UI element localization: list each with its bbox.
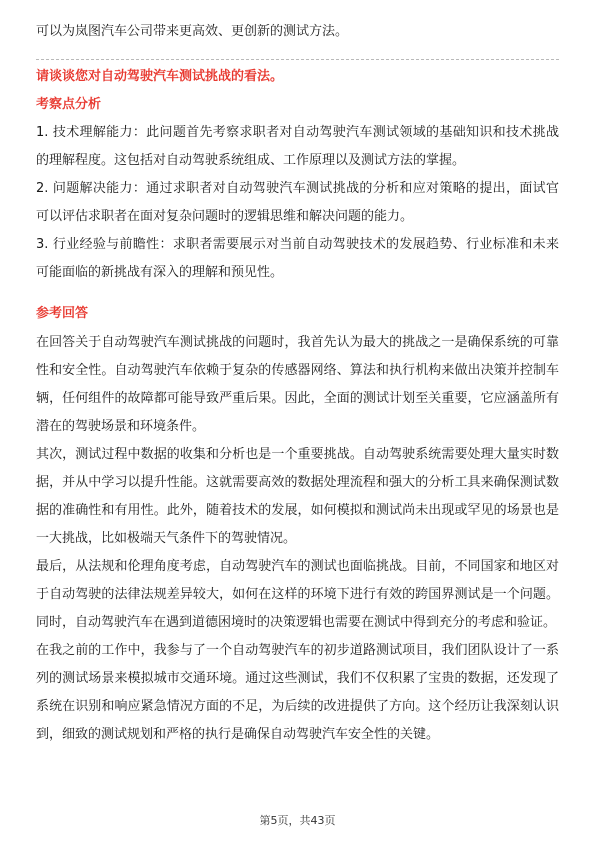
answer-body	[36, 329, 559, 749]
answer-paragraph: 在回答关于自动驾驶汽车测试挑战的问题时，我首先认为最大的挑战之一是确保系统的可靠性和安全性。自动驾驶汽车依赖于复杂的传感器网络、算法和执行机构来做出决策并控制车辆，任何组件的故障都可能导致严重后果。因此，全面的测试计划至关重要，它应涵盖所有潜在的驾驶场景和环境条件。	[36, 335, 559, 434]
answer-paragraph: 其次，测试过程中数据的收集和分析也是一个重要挑战。自动驾驶系统需要处理大量实时数据，并从中学习以提升性能。这就需要高效的数据处理流程和强大的分析工具来确保测试数据的准确性和有用性。此外，随着技术的发展，如何模拟和测试尚未出现或罕见的场景也是一大挑战，比如极端天气条件下的驾驶情况。	[36, 447, 559, 546]
answer-paragraph: 在我之前的工作中，我参与了一个自动驾驶汽车的初步道路测试项目，我们团队设计了一系列的测试场景来模拟城市交通环境。通过这些测试，我们不仅积累了宝贵的数据，还发现了系统在识别和响应紧急情况方面的不足，为后续的改进提供了方向。这个经历让我深刻认识到，细致的测试规划和严格的执行是确保自动驾驶汽车安全性的关键。	[36, 643, 559, 742]
analysis-item: 3. 行业经验与前瞻性：求职者需要展示对当前自动驾驶技术的发展趋势、行业标准和未来可能面临的新挑战有深入的理解和预见性。	[36, 237, 559, 280]
answer-paragraph: 最后，从法规和伦理角度考虑，自动驾驶汽车的测试也面临挑战。目前，不同国家和地区对于自动驾驶的法律法规差异较大，如何在这样的环境下进行有效的跨国界测试是一个问题。同时，自动驾驶汽车在遇到道德困境时的决策逻辑也需要在测试中得到充分的考虑和验证。	[36, 559, 559, 630]
section-divider	[36, 59, 559, 60]
page-number: 第5页，共43页	[259, 814, 336, 827]
answer-heading: 参考回答	[36, 306, 89, 321]
question-heading: 请谈谈您对自动驾驶汽车测试挑战的看法。	[36, 69, 284, 84]
analysis-item: 1. 技术理解能力：此问题首先考察求职者对自动驾驶汽车测试领域的基础知识和技术挑战的理解程度。这包括对自动驾驶系统组成、工作原理以及测试方法的掌握。	[36, 125, 559, 168]
analysis-list	[36, 119, 559, 287]
analysis-item: 2. 问题解决能力：通过求职者对自动驾驶汽车测试挑战的分析和应对策略的提出，面试官可以评估求职者在面对复杂问题时的逻辑思维和解决问题的能力。	[36, 181, 559, 224]
analysis-heading: 考察点分析	[36, 97, 102, 112]
intro-text: 可以为岚图汽车公司带来更高效、更创新的测试方法。	[36, 24, 349, 39]
